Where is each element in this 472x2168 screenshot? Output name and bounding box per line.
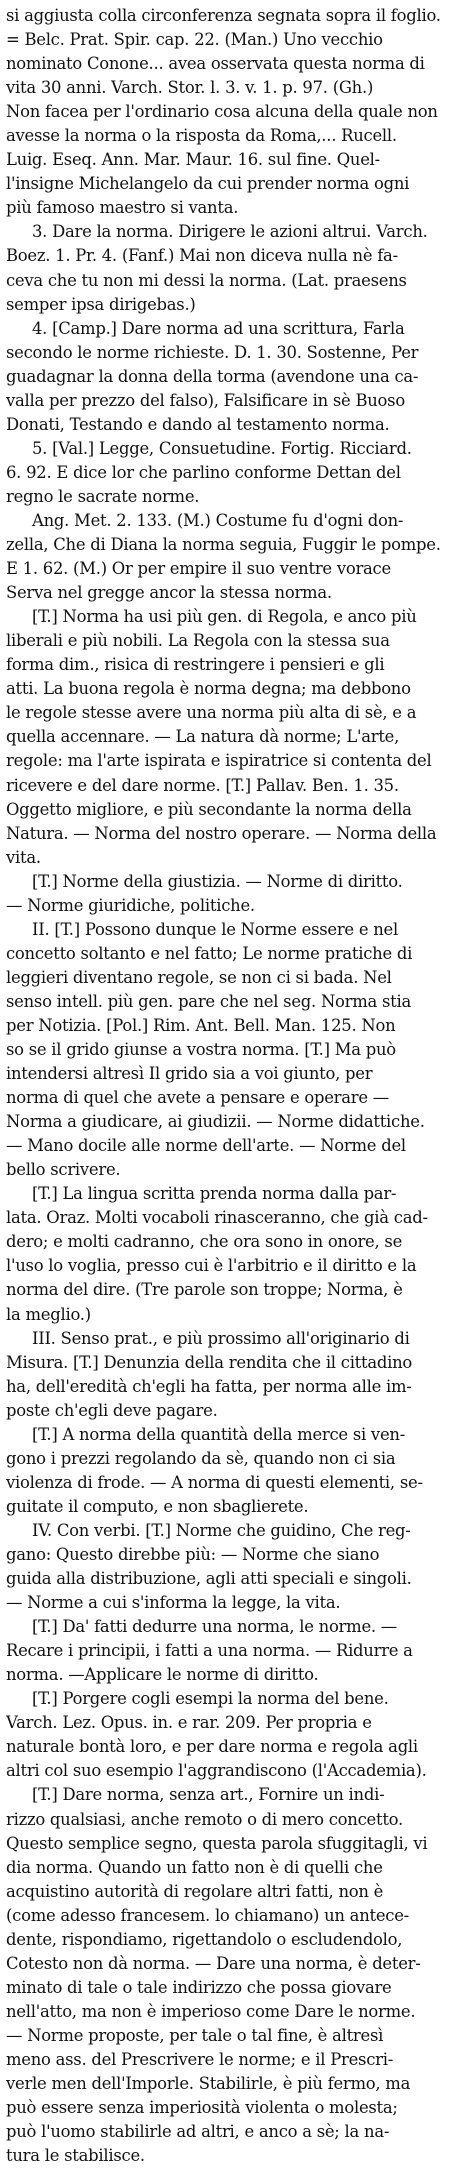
text-line: minato di tale o tale indirizzo che possa giovare xyxy=(6,1977,392,1997)
text-line: gano: Questo direbbe più: — Norme che siano xyxy=(6,1545,380,1564)
text-line: nominato Conone... avea osservata questa norma di xyxy=(6,54,425,74)
text-line: si aggiusta colla circonferenza segnata sopra il foglio. xyxy=(6,6,441,25)
text-line: norma del dire. (Tre parole son troppe; Norma, è xyxy=(6,1280,403,1300)
text-line: vita 30 anni. Varch. Stor. l. 3. v. 1. p. 97. (Gh.) xyxy=(6,78,374,98)
text-line: IV. Con verbi. [T.] Norme che guidino, Che reg- xyxy=(32,1520,411,1540)
text-line: leggieri diventano regole, se non ci si bada. Nel xyxy=(6,967,392,987)
text-line: dero; e molti cadranno, che ora sono in onore, se xyxy=(6,1232,403,1252)
text-line: [T.] Da' fatti dedurre una norma, le norme. — xyxy=(32,1617,397,1637)
text-line: [T.] A norma della quantità della merce si ven- xyxy=(32,1424,405,1444)
text-line: Luig. Eseq. Ann. Mar. Maur. 16. sul fine. Quel- xyxy=(6,150,380,170)
text-line: più famoso maestro si vanta. xyxy=(6,198,239,218)
text-line: Oggetto migliore, e più secondante la norma della xyxy=(6,799,412,819)
text-line: atti. La buona regola è norma degna; ma debbono xyxy=(6,679,411,699)
text-line: Norma a giudicare, ai giudizii. — Norme didattiche. xyxy=(6,1112,425,1132)
text-line: regno le sacrate norme. xyxy=(6,486,200,506)
text-line: altri col suo esempio l'aggrandiscono (l'Accademia). xyxy=(6,1761,427,1781)
text-line: ricevere e del dare norme. [T.] Pallav. Ben. 1. 35. xyxy=(6,775,399,795)
text-line: zella, Che di Diana la norma seguia, Fuggir le pompe. xyxy=(6,535,441,555)
text-line: tura le stabilisce. xyxy=(6,2146,145,2166)
text-line: norma di quel che avete a pensare e operare — xyxy=(6,1088,389,1108)
text-line: l'insigne Michelangelo da cui prender norma ogni xyxy=(6,174,410,194)
text-line: — Mano docile alle norme dell'arte. — Norme del xyxy=(6,1136,406,1156)
text-line: ceva che tu non mi dessi la norma. (Lat. praesens xyxy=(6,270,407,290)
text-line: può essere senza imperiosità violenta o molesta; xyxy=(6,2098,398,2118)
text-line: Non facea per l'ordinario cosa alcuna della quale non xyxy=(6,102,438,122)
text-line: 4. [Camp.] Dare norma ad una scrittura, Farla xyxy=(32,318,405,338)
text-line: E 1. 62. (M.) Or per empire il suo ventre vorace xyxy=(6,559,391,579)
text-line: l'uso lo voglia, presso cui è l'arbitrio e il diritto e la xyxy=(6,1256,417,1276)
text-line: [T.] Dare norma, senza art., Fornire un indi- xyxy=(32,1785,385,1805)
text-line: 3. Dare la norma. Dirigere le azioni altrui. Varch. xyxy=(32,222,428,242)
text-line: (come adesso francesem. lo chiamano) un antece- xyxy=(6,1905,409,1925)
text-line: Questo semplice segno, questa parola sfuggitagli, vi xyxy=(6,1833,428,1853)
text-line: — Norme giuridiche, politiche. xyxy=(6,895,255,915)
text-line: acquistino autorità di regolare altri fatti, non è xyxy=(6,1881,384,1901)
text-line: Donati, Testando e dando al testamento norma. xyxy=(6,414,390,434)
text-line: senso intell. più gen. pare che nel seg. Norma stia xyxy=(6,991,412,1011)
text-line: — Norme a cui s'informa la legge, la vita. xyxy=(6,1593,341,1613)
text-line: Varch. Lez. Opus. in. e rar. 209. Per propria e xyxy=(6,1713,372,1733)
text-line: la meglio.) xyxy=(6,1304,91,1324)
text-line: ha, dell'eredità ch'egli ha fatta, per norma alle im- xyxy=(6,1376,412,1396)
text-line: bello scrivere. xyxy=(6,1160,121,1180)
text-line: quella accennare. — La natura dà norme; L'arte, xyxy=(6,727,400,747)
text-line: dia norma. Quando un fatto non è di quelli che xyxy=(6,1857,383,1877)
text-line: 6. 92. E dice lor che parlino conforme Dettan del xyxy=(6,462,401,482)
text-line: rizzo qualsiasi, anche remoto o di mero concetto. xyxy=(6,1809,403,1829)
text-line: forma dim., risica di restringere i pensieri e gli xyxy=(6,655,385,675)
text-line: regole: ma l'arte ispirata e ispiratrice si contenta del xyxy=(6,751,432,771)
text-line: Natura. — Norma del nostro operare. — Norma della xyxy=(6,823,437,843)
text-line: — Norme proposte, per tale o tal fine, è altresì xyxy=(6,2025,384,2045)
text-line: dente, rispondiamo, rigettandolo o escludendolo, xyxy=(6,1929,403,1949)
text-line: guida alla distribuzione, agli atti speciali e singoli. xyxy=(6,1569,412,1589)
text-line: norma. —Applicare le norme di diritto. xyxy=(6,1665,319,1685)
text-line: nell'atto, ma non è imperioso come Dare le norme. xyxy=(6,2001,416,2021)
text-line: so se il grido giunse a vostra norma. [T.] Ma può xyxy=(6,1040,396,1060)
text-line: [T.] Norme della giustizia. — Norme di diritto. xyxy=(32,871,403,891)
text-line: Recare i principii, i fatti a una norma. — Ridurre a xyxy=(6,1641,413,1661)
text-line: 5. [Val.] Legge, Consuetudine. Fortig. Ricciard. xyxy=(32,438,412,458)
text-line: verle men dell'Imporle. Stabilirle, è più fermo, ma xyxy=(6,2074,411,2094)
text-line: violenza di frode. — A norma di questi elementi, se- xyxy=(6,1472,423,1492)
text-line: II. [T.] Possono dunque le Norme essere e nel xyxy=(32,919,398,939)
text-line: [T.] Norma ha usi più gen. di Regola, e anco più xyxy=(32,607,417,627)
text-line: poste ch'egli deve pagare. xyxy=(6,1400,218,1420)
text-line: semper ipsa dirigebas.) xyxy=(6,294,196,314)
text-line: [T.] Porgere cogli esempi la norma del bene. xyxy=(32,1689,389,1709)
text-line: intendersi altresì Il grido sia a voi giunto, per xyxy=(6,1064,373,1084)
text-line: lata. Oraz. Molti vocaboli rinasceranno, che già cad- xyxy=(6,1208,428,1228)
text-line: Cotesto non dà norma. — Dare una norma, è deter- xyxy=(6,1953,421,1973)
text-line: naturale bontà loro, e per dare norma e regola agli xyxy=(6,1737,418,1757)
text-line: per Notizia. [Pol.] Rim. Ant. Bell. Man. 125. Non xyxy=(6,1015,396,1035)
text-line: = Belc. Prat. Spir. cap. 22. (Man.) Uno vecchio xyxy=(6,30,383,50)
text-line: Ang. Met. 2. 133. (M.) Costume fu d'ogni don- xyxy=(32,510,404,530)
text-line: concetto soltanto e nel fatto; Le norme pratiche di xyxy=(6,943,413,963)
text-line: avesse la norma o la risposta da Roma,... Rucell. xyxy=(6,126,397,146)
text-line: liberali e più nobili. La Regola con la stessa sua xyxy=(6,631,390,651)
text-line: le regole stesse avere una norma più alta di sè, e a xyxy=(6,703,417,723)
text-line: gono i prezzi regolando da sè, quando non ci sia xyxy=(6,1448,396,1468)
text-line: Misura. [T.] Denunzia della rendita che il cittadino xyxy=(6,1352,413,1372)
text-line: Boez. 1. Pr. 4. (Fanf.) Mai non diceva nulla nè fa- xyxy=(6,246,398,266)
text-line: guitate il computo, e non sbaglierete. xyxy=(6,1496,309,1516)
text-column xyxy=(6,4,466,2168)
text-line: [T.] La lingua scritta prenda norma dalla par- xyxy=(32,1184,397,1204)
text-line: secondo le norme richieste. D. 1. 30. Sostenne, Per xyxy=(6,342,419,362)
text-line: guadagnar la donna della torma (avendone una ca- xyxy=(6,366,419,386)
text-line: III. Senso prat., e più prossimo all'originario di xyxy=(32,1328,410,1348)
text-line: Serva nel gregge ancor la stessa norma. xyxy=(6,583,332,603)
text-line: può l'uomo stabilirle ad altri, e anco a sè; la na- xyxy=(6,2122,390,2142)
text-line: vita. xyxy=(6,847,41,867)
text-line: meno ass. del Prescrivere le norme; e il Prescri- xyxy=(6,2049,393,2069)
text-line: valla per prezzo del falso), Falsificare in sè Buoso xyxy=(6,390,405,410)
